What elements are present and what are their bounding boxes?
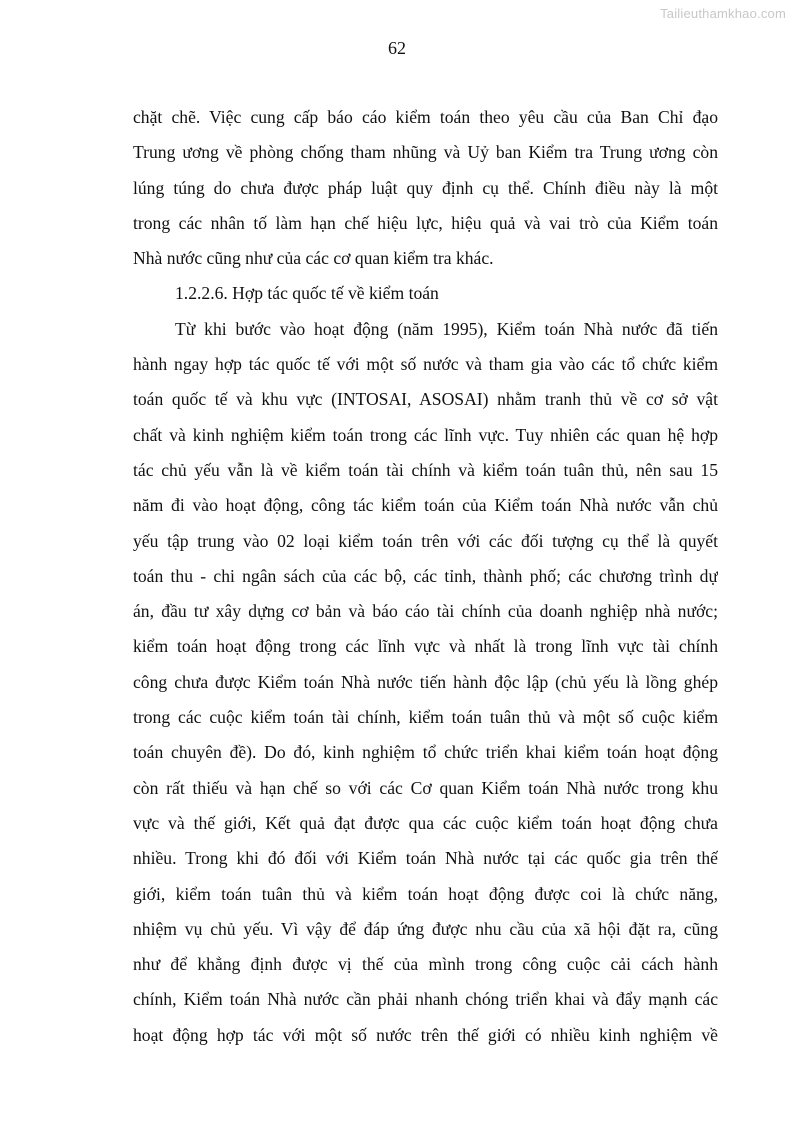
text-line: tác chủ yếu vẫn là về kiểm toán tài chính và kiểm toán tuân thủ, nên sau 15 xyxy=(133,459,718,480)
watermark-text: Tailieuthamkhao.com xyxy=(660,6,786,21)
paragraph-2 xyxy=(133,312,718,1053)
text-line: giới, kiểm toán tuân thủ và kiểm toán hoạt động được coi là chức năng, xyxy=(133,883,718,904)
text-line: toán quốc tế và khu vực (INTOSAI, ASOSAI) nhằm tranh thủ về cơ sở vật xyxy=(133,389,718,410)
text-line: trong các nhân tố làm hạn chế hiệu lực, hiệu quả và vai trò của Kiểm toán xyxy=(133,212,718,233)
text-line: nhiệm vụ chủ yếu. Vì vậy để đáp ứng được nhu cầu của xã hội đặt ra, cũng xyxy=(133,918,718,939)
text-line: công chưa được Kiểm toán Nhà nước tiến hành độc lập (chủ yếu là lồng ghép xyxy=(133,671,718,692)
text-line: chặt chẽ. Việc cung cấp báo cáo kiểm toán theo yêu cầu của Ban Chỉ đạo xyxy=(133,107,718,127)
text-line: Từ khi bước vào hoạt động (năm 1995), Kiểm toán Nhà nước đã tiến xyxy=(175,318,718,339)
text-line: kiểm toán hoạt động trong các lĩnh vực và nhất là trong lĩnh vực tài chính xyxy=(133,636,718,657)
page-number: 62 xyxy=(388,38,406,58)
text-line: chất và kinh nghiệm kiểm toán trong các lĩnh vực. Tuy nhiên các quan hệ hợp xyxy=(133,424,718,445)
text-line: toán chuyên đề). Do đó, kinh nghiệm tổ chức triển khai kiểm toán hoạt động xyxy=(133,742,718,763)
text-line: hoạt động hợp tác với một số nước trên thế giới có nhiều kinh nghiệm về xyxy=(133,1024,718,1045)
text-line: án, đầu tư xây dựng cơ bản và báo cáo tài chính của doanh nghiệp nhà nước; xyxy=(133,601,718,622)
text-line: chính, Kiểm toán Nhà nước cần phải nhanh chóng triển khai và đẩy mạnh các xyxy=(133,989,718,1010)
text-line: Nhà nước cũng như của các cơ quan kiểm tra khác. xyxy=(133,248,494,269)
text-line: còn rất thiếu và hạn chế so với các Cơ quan Kiểm toán Nhà nước trong khu xyxy=(133,777,718,798)
paragraph-1 xyxy=(133,100,718,276)
text-line: nhiều. Trong khi đó đối với Kiểm toán Nhà nước tại các quốc gia trên thế xyxy=(133,848,718,869)
text-line: Trung ương về phòng chống tham nhũng và Uỷ ban Kiểm tra Trung ương còn xyxy=(133,142,718,163)
section-heading: 1.2.2.6. Hợp tác quốc tế về kiểm toán xyxy=(175,283,439,304)
text-line: toán thu - chi ngân sách của các bộ, các tỉnh, thành phố; các chương trình dự xyxy=(133,565,718,586)
text-line: vực và thế giới, Kết quả đạt được qua các cuộc kiểm toán hoạt động chưa xyxy=(133,812,718,833)
text-line: lúng túng do chưa được pháp luật quy định cụ thể. Chính điều này là một xyxy=(133,177,718,198)
text-line: năm đi vào hoạt động, công tác kiểm toán của Kiểm toán Nhà nước vẫn chủ xyxy=(133,495,718,516)
text-line: như để khẳng định được vị thế của mình trong công cuộc cải cách hành xyxy=(133,954,718,975)
text-line: yếu tập trung vào 02 loại kiểm toán trên với các đối tượng cụ thể là quyết xyxy=(133,530,718,551)
text-line: trong các cuộc kiểm toán tài chính, kiểm toán tuân thủ và một số cuộc kiểm xyxy=(133,707,718,728)
text-line: hành ngay hợp tác quốc tế với một số nước và tham gia vào các tổ chức kiểm xyxy=(133,354,718,375)
document-body xyxy=(133,100,718,1053)
